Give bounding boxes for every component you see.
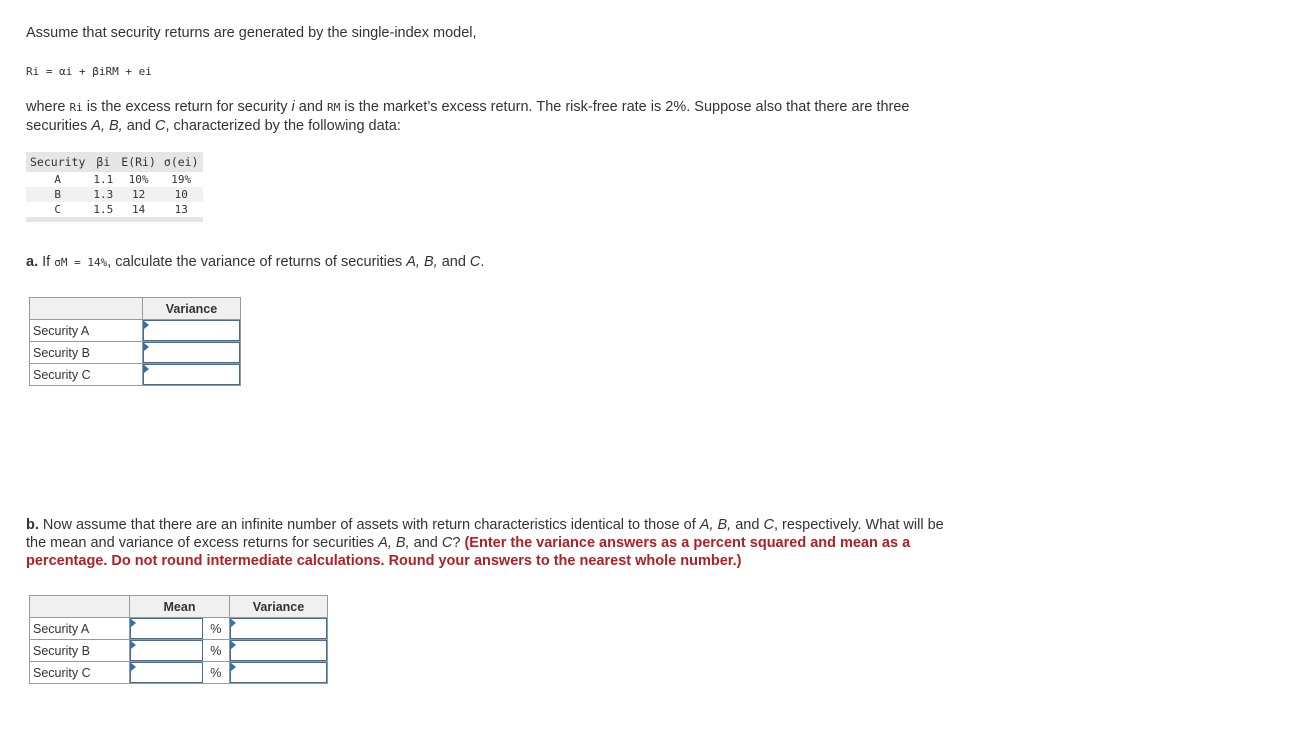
mean-input-security-c[interactable] [130,662,203,683]
mean-variance-answer-table [29,595,328,684]
mean-header: Mean [130,596,230,618]
model-formula: Ri = αi + βiRM + ei [26,65,152,78]
ri-symbol: Ri [69,101,83,114]
variance-input-security-a[interactable] [143,320,240,341]
part-a-question: a. If σM = 14%, calculate the variance of returns of securities A, B, and C. [26,254,485,270]
security-data-table [26,152,203,222]
part-a-label: a. [26,254,39,270]
table-row [30,364,241,386]
table-row [30,662,328,684]
variance-input-security-c[interactable] [143,364,240,385]
table-row [30,618,328,640]
row-label-security-c: Security C [30,662,130,684]
variance-input-security-a[interactable] [230,618,327,639]
variance-input-security-b[interactable] [230,640,327,661]
table-row [30,320,241,342]
col-expected-return: E(Ri) [121,155,156,169]
part-b-question: b. Now assume that there are an infinite number of assets with return characteristics identical to those of A, B, and C, respectively. What will be the mean and variance of excess returns for securities A, B, and C? (Enter the variance answers as a percent squared and mean as a percentage. Do not round intermediate calculations. Round your answers to the nearest whole number.) [26,517,944,569]
variance-input-security-b[interactable] [143,342,240,363]
intro-text: Assume that security returns are generated by the single-index model, [26,25,477,41]
row-label-security-a: Security A [30,320,143,342]
row-label-security-b: Security B [30,342,143,364]
variance-input-security-c[interactable] [230,662,327,683]
percent-unit: % [203,640,230,662]
row-label-security-b: Security B [30,640,130,662]
sigma-m-symbol: σM [54,256,68,269]
table-row: B 1.3 12 10 [26,187,203,202]
table-row: A 1.1 10% 19% [54,173,192,186]
col-residual-sd: σ(ei) [163,155,199,169]
mean-input-security-a[interactable] [130,618,203,639]
table-row [30,342,241,364]
instruction-text: (Enter the variance answers as a percent squared and mean as a percentage. Do not round intermediate calculations. Round your answers to the nearest whole number.) [26,535,911,569]
data-table-header-row [26,152,203,172]
data-table-footer [26,217,203,222]
table-row: C 1.5 14 13 [54,203,188,216]
percent-unit: % [203,618,230,640]
row-label-security-a: Security A [30,618,130,640]
table-row [30,640,328,662]
variance-answer-table [29,297,241,386]
col-security: Security [30,155,86,169]
rm-symbol: RM [326,101,341,114]
row-label-security-c: Security C [30,364,143,386]
variance-header: Variance [143,298,241,320]
percent-unit: % [203,662,230,684]
mean-input-security-b[interactable] [130,640,203,661]
col-beta: βi [96,155,111,169]
variance-header: Variance [230,596,328,618]
part-b-label: b. [26,517,39,533]
where-text: where Ri is the excess return for security i and RM is the market’s excess return. The risk-free rate is 2%. Suppose also that there are three securities A, B, and C, characterized by the following data: [26,99,910,134]
